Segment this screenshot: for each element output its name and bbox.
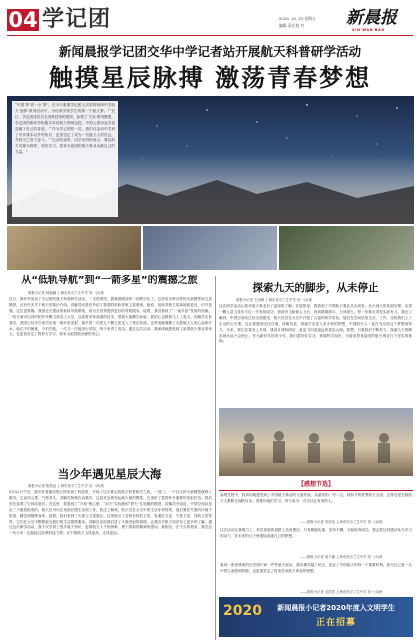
article-1-byline: 晨报小记者 韩瑞涵 上海市民办兰生中学 初一(2)班 bbox=[28, 291, 104, 295]
article-2-title: 探索九天的脚步，从未停止 bbox=[252, 282, 379, 294]
article-3-byline: 晨报小记者 陈思远 上海市民办兰生中学 初一(3)班 bbox=[28, 484, 104, 488]
masthead-subtitle: XIN WAN BAO bbox=[352, 28, 385, 32]
excerpt-2-text: 这次活动让我明白了，科学探索的道路上没有捷径，只有脚踏实地、坚持不懈，才能取得成功。我会把这份感动化为学习的动力，在未来的日子里继续追逐自己的梦想。 bbox=[220, 528, 412, 538]
date-line: 2020. 10. 23 星期五 bbox=[279, 16, 316, 21]
excerpt-1-byline: ——晨报小记者 李佳怡 上海市民办兰生中学 初一(2)班 bbox=[300, 520, 383, 524]
header-rule bbox=[7, 35, 413, 36]
excerpt-heading: 【感想节选】 bbox=[297, 481, 334, 488]
group-silhouette-icon bbox=[219, 408, 413, 476]
activity-photo-3 bbox=[279, 226, 414, 270]
article-3-body: 9月22日午后，我们怀着激动的心情来到了科技馆，开始了这次难忘的航天科普研学之旅。一进门，一个巨大的火箭模型就映入眼帘，它直冲云霄，气势非凡。讲解员阿姨告诉我们，这是长征系列运载火箭的模型，它承担了我国许多重要的发射任务。我们首先参观了空间站展区。在这里，我看到了“天和”核心舱、“问天”实验舱和“梦天”实验舱的模型。讲解员介绍说，中国空间站是由三个舱段组成的，航天员可以在里面长期生活和工作。我还了解到，航天员在太空中的生活非常特别，他们要在失重的环境下吃饭、睡觉和锻炼身体。接着，我们来到了火箭与卫星展区。这里展示了各种各样的卫星，有通信卫星、气象卫星、导航卫星等等。它们在太空中默默地为我们的生活提供服务。讲解员还给我们讲了火箭发射的原理，让我们对航天知识有了更多的了解。通过这次研学活动，我不仅学到了很多航天知识，更被航天人不怕困难、勇于探索的精神所感动。我相信，在不久的将来，我们这一代少年一定能接过前辈的接力棒，让中国航天飞得更高、走得更远。 bbox=[9, 490, 212, 536]
excerpt-rule bbox=[219, 490, 413, 491]
excerpt-2-byline: ——晨报小记者 周子涵 上海市民办兰生中学 初一(1)班 bbox=[300, 555, 383, 559]
promo-year: 2020 bbox=[223, 603, 262, 619]
activity-photo-1 bbox=[7, 226, 141, 270]
promo-title: 新闻晨报小记者2020年度入文明学生 bbox=[277, 604, 395, 612]
promo-banner[interactable] bbox=[219, 597, 413, 637]
promo-subtitle: 正在招募 bbox=[315, 618, 356, 628]
students-group-photo bbox=[219, 408, 413, 476]
masthead-logo: 新晨报 bbox=[346, 8, 397, 28]
lead-intro: “中国‘梦’的一小‘梦’，在今天重要学记团人次的青科研中学航天‘逐梦’系列活动中，为培养学校学生的第一个航天梦。”“近日，学记团成员们走进科技馆的展馆，参观了‘天宫’系列模型，学记团的新同学积极寻求向航天领域迈进。中国人将用双手创造属于自己的奇迹。”“作为学记团的一员，我们在活动中学到了许多课本以外的知识，更加坚定了成为一名航天人的信念，并将为之努力奋斗。”“活动结束时，同学们纷纷表示，要以航天英雄为榜样，刻苦学习，将来为祖国的航天事业贡献自己的力量。” bbox=[15, 103, 115, 155]
section-title: 学记团 bbox=[42, 7, 112, 32]
lead-headline: 触摸星辰脉搏 激荡青春梦想 bbox=[48, 64, 372, 92]
article-2-body: 这次研学活动让我对航天事业有了更深的了解。在展馆里，我看到了中国航天事业从无到有、从小到大的发展历程。从第一颗人造卫星东方红一号发射成功，到神舟飞船载人飞行，再到嫦娥探月、天问探火，每一步都走得坚实而有力。我还了解到，中国空间站已经全面建成，航天员们在太空中开展了大量的科学实验。他们在空间站里生活、工作，还给我们上了生动的太空课。这让我感到无比自豪。讲解员说，探索宇宙是人类永恒的梦想，中国航天人一直在为实现这个梦想而努力。未来，我们还将登上月球，建设月球科研站，甚至飞向更遥远的星辰大海。我想，只要我们不断努力，探索九天的脚步就永远不会停止。作为新时代的青少年，我们要好好学习，掌握科学知识，为将来投身祖国的航天事业打下坚实的基础。 bbox=[219, 304, 412, 344]
lead-kicker: 新闻晨报学记团交华中学记者站开展航天科普研学活动 bbox=[58, 44, 362, 59]
editor-line: 编辑 责任校 对 bbox=[279, 23, 305, 28]
excerpt-3-byline: ——晨报小记者 吴浩然 上海市民办兰生中学 初一(3)班 bbox=[300, 590, 383, 594]
excerpt-1-text: 参观过程中，我真切地感受到了中国航天事业的飞速发展。从最初的一穷二白，到如今的世界航天大国，这背后是无数航天人默默无闻的付出。我要向他们学习，努力成为一名对社会有用的人。 bbox=[220, 493, 412, 503]
excerpt-3-text: 看到一张张珍贵的历史照片和一件件航天展品，我仿佛穿越了时空，见证了中国航天的每一个重要时刻。我为自己是一名中国人而感到骄傲，也更加坚定了将来投身航天事业的理想。 bbox=[220, 563, 412, 573]
page-number: 04 bbox=[8, 8, 38, 32]
article-3-title: 当少年遇见星辰大海 bbox=[57, 467, 162, 481]
activity-photo-2 bbox=[143, 226, 277, 270]
article-1-title: 从“低轨导航”到“一箭多星”的震撼之旅 bbox=[21, 275, 198, 286]
column-divider bbox=[215, 276, 216, 640]
article-2-byline: 晨报小记者 王雨桐 上海市民办兰生中学 初一(1)班 bbox=[236, 298, 312, 302]
article-1-body: 近日，我有幸参加了学记团的航天科普研学活动。一走进展馆，我就被眼前的一切吸引住了。这里有各种各样的火箭模型和卫星模型，还有许多关于航天的知识介绍。讲解员向我们介绍了我国的低轨导航卫星系统。她说，低轨导航卫星离地面更近，信号更强，定位更准确。我国正在建设的低轨导航系统，将为全世界提供更好的导航服务。接着，我们看到了“一箭多星”发射的视频。一枚火箭可以同时把许多颗卫星送上太空，这需要非常高超的技术。看着火箭腾空而起，我的心也跟着飞上了蓝天。讲解员告诉我们，我国已经多次成功实现一箭多星发射，最多的一次把几十颗卫星送入了预定轨道。这些成就凝聚了无数航天人的心血和汗水。他们不怕困难，不怕失败，一次又一次地进行试验，终于取得了成功。通过这次活动，我深深地感受到了祖国航天事业的伟大，也更加坚定了我努力学习、将来为祖国做贡献的决心。 bbox=[9, 297, 212, 337]
